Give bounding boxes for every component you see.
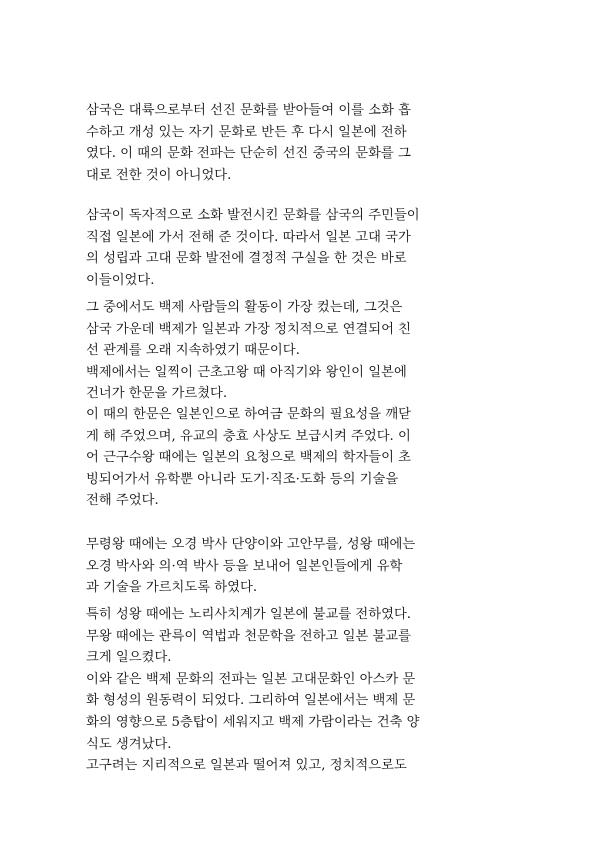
paragraph-2 — [86, 205, 510, 291]
text-line: 빙되어가서 유학뿐 아니라 도기·직조·도화 등의 기술을 — [86, 471, 399, 487]
text-line: 이 때의 한문은 일본인으로 하여금 문화의 필요성을 깨닫 — [86, 407, 412, 422]
text-line: 무왕 때에는 관륵이 역법과 천문학을 전하고 일본 불교를 — [86, 628, 412, 644]
text-line: 화의 영향으로 5층탑이 세워지고 백제 가람이라는 건축 양 — [86, 714, 420, 730]
text-line: 그 중에서도 백제 사람들의 활동이 가장 컸는데, 그것은 — [86, 300, 403, 315]
text-line: 대로 전한 것이 아니었다. — [86, 167, 232, 183]
text-line: 식도 생겨났다. — [86, 736, 172, 752]
text-line: 화 형성의 원동력이 되었다. 그리하여 일본에서는 백제 문 — [86, 693, 416, 709]
text-line: 이들이었다. — [86, 272, 155, 288]
text-line: 게 해 주었으며, 유교의 충효 사상도 보급시켜 주었다. 이 — [86, 428, 411, 444]
text-line: 전해 주었다. — [86, 493, 159, 509]
paragraph-5 — [86, 534, 510, 599]
text-line: 직접 일본에 가서 전해 준 것이다. 따라서 일본 고대 국가 — [86, 229, 411, 245]
paragraph-4 — [86, 404, 510, 512]
text-line: 건너가 한문을 가르쳤다. — [86, 386, 228, 402]
text-line: 였다. 이 때의 문화 전파는 단순히 선진 중국의 문화를 그 — [86, 146, 411, 162]
text-line: 삼국 가운데 백제가 일본과 가장 정치적으로 연결되어 친 — [86, 321, 412, 337]
text-line: 수하고 개성 있는 자기 문화로 반든 후 다시 일본에 전하 — [86, 124, 407, 140]
text-line: 삼국이 독자적으로 소화 발전시킨 문화를 삼국의 주민들이 — [86, 208, 420, 223]
text-line: 과 기술을 가르치도록 하였다. — [86, 580, 258, 596]
text-line: 크게 일으켰다. — [86, 650, 172, 666]
text-line: 삼국은 대륙으로부터 선진 문화를 받아들여 이를 소화 흡 — [86, 103, 412, 118]
text-line: 오경 박사와 의·역 박사 등을 보내어 일본인들에게 유학 — [86, 558, 403, 574]
paragraph-3 — [86, 297, 510, 405]
text-line: 특히 성왕 때에는 노리사치계가 일본에 불교를 전하였다. — [86, 607, 412, 622]
text-line: 선 관계를 오래 지속하였기 때문이다. — [86, 343, 300, 359]
text-line: 고구려는 지리적으로 일본과 떨어져 있고, 정치적으로도 — [86, 758, 407, 774]
text-line: 의 성립과 고대 문화 발전에 결정적 구실을 한 것은 바로 — [86, 251, 407, 267]
text-line: 어 근구수왕 때에는 일본의 요청으로 백제의 학자들이 초 — [86, 450, 412, 466]
paragraph-1 — [86, 100, 510, 186]
text-line: 이와 같은 백제 문화의 전파는 일본 고대문화인 아스카 문 — [86, 671, 416, 687]
text-line: 백제에서는 일찍이 근초고왕 때 아직기와 왕인이 일본에 — [86, 364, 407, 380]
text-line: 무령왕 때에는 오경 박사 단양이와 고안무를, 성왕 때에는 — [86, 537, 416, 552]
paragraph-6 — [86, 604, 510, 777]
